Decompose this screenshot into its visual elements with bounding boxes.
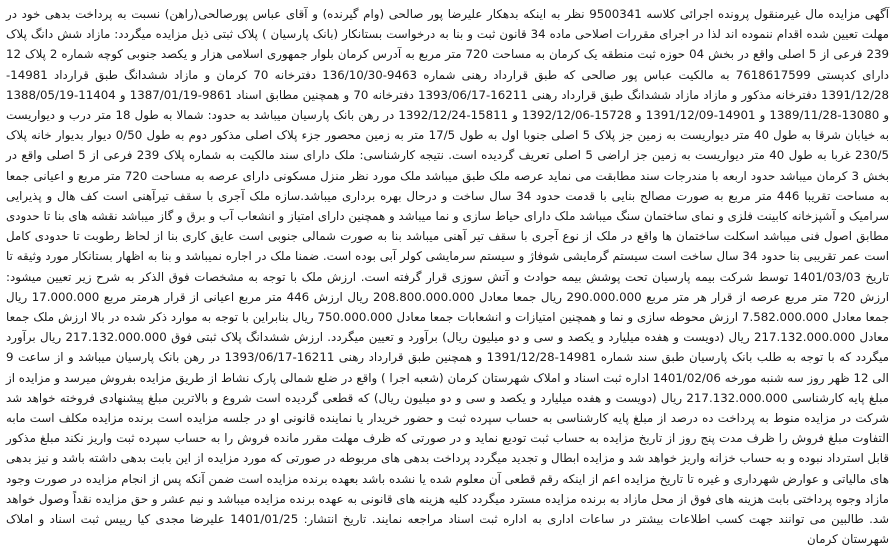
- notice-body-text: آگهی مزایده مال غیرمنقول پرونده اجرائی کلاسه 9500341 نظر به اینکه بدهکار علیرضا پور صالحی (وام گیرنده) و آقای عباس پورصالحی(راهن) نسبت به پرداخت بدهی خود در مهلت تعیین شده اقدام ننموده اند لذا در اجرای مقررات اصلاحی ماده 34 قانون ثبت و بنا به درخواست بستانکار (بانک پارسیان ) پلاک ثبتی ذیل مزایده میگردد: مازاد شش دانگ پلاک 239 فرعی از 5 اصلی واقع در بخش 04 حوزه ثبت منطقه یک کرمان به مساحت 720 متر مربع به آدرس کرمان بلوار جمهوری اسلامی هزار و یکصد جنوبی کوچه شماره 2 پلاک 12 دارای کدپستی 7618617599 به مالکیت عباس پور صالحی که طبق قرارداد رهنی شماره 9463-136/10/30 دفترخانه 70 کرمان و مازاد ششدانگ طبق قرارداد 14981-1391/12/28 دفترخانه مذکور و مازاد مازاد ششدانگ طبق قرارداد رهنی 16211-1393/06/17 دفترخانه 70 و همچنین مطابق اسناد 9861-1387/01/19 و 11404-1388/05/19 و 13080-1389/11/28 و 14901-1391/12/09 و 15728-1392/12/06 و 15811-1392/12/24 در رهن بانک پارسیان میباشد به حدود: شمالا به طول 18 متر درب و دیواریست به خیابان شرقا به طول 40 متر دیواریست به زمین جز پلاک 5 اصلی جنوبا اول به طول 17/5 متر به زمین محصور جزء پلاک اصلی مذکور دوم به طول 0/50 دیوار بدیوار خانه پلاک 230/5 غربا به طول 40 متر دیواریست به زمین جز اراضی 5 اصلی تعریف گردیده است. نتیجه کارشناسی: ملک دارای سند مالکیت به شماره پلاک 239 فرعی از 5 اصلی واقع در بخش 3 کرمان میباشد حدود اربعه با مندرجات سند مطابقت می نماید عرصه ملک طبق میباشد ملک مورد نظر منزل مسکونی دارای عرصه به مساحت 720 متر مربع و اعیانی جمعا به مساحت تقریبا 446 متر مربع به صورت مصالح بنایی با قدمت حدود 34 سال ساخت و درحال بهره برداری میباشد.سازه ملک آجری با سقف تیرآهنی است کف هال و پذیرایی سرامیک و آشپزخانه کابینت فلزی و نمای ساختمان سنگ میباشد ملک دارای حیاط سازی و نما میباشد و همچنین دارای امتیاز و انشعاب آب و برق و گاز میباشد نقشه های بنا تا حدودی مطابق اصول فنی میباشد اسکلت ساختمان ها واقع در ملک از نوع آجری با سقف تیر آهنی میباشد بنا به صورت شمالی جنوبی است عایق کاری بنا از لحاظ رطوبت تا حدودی کامل است عمر تقریبی بنا حدود 34 سال ساخت است سیستم گرمایشی شوفاژ و سیستم سرمایشی کولر آبی بوده است. ضمنا ملک در اجاره نمیباشد و بنا به اظهار بستانکار مورد وثیقه تا تاریخ 1401/03/03 توسط شرکت بیمه پارسیان تحت پوشش بیمه حوادث و آتش سوزی قرار گرفته است. ارزش ملک با توجه به مشخصات فوق الذکر به شرح زیر تعیین میشود: ارزش 720 متر مربع عرصه از قرار هر متر مربع 290.000.000 ریال جمعا معادل 208.800.000.000 ریال ارزش 446 متر مربع اعیانی از قرار هرمتر مربع 17.000.000 ریال جمعا معادل 7.582.000.000 ارزش محوطه سازی و نما و همچنین امتیازات و انشعابات جمعا معادل 750.000.000 ریال بنابراین با توجه به موارد ذکر شده در بالا ارزش ملک جمعا معادل 217.132.000.000 ریال (دویست و هفده میلیارد و یکصد و سی و دو میلیون ریال) برآورد و تعیین میگردد. ارزش ششدانگ پلاک ثبتی فوق 217.132.000.000 ریال برآورد میگردد که با توجه به طلب بانک پارسیان طبق سند شماره 14981-1391/12/28 و همچنین طبق قرارداد رهنی 16211-1393/06/17 در رهن بانک پارسیان میباشد و از ساعت 9 الی 12 ظهر روز سه شنبه مورخه 1401/02/06 اداره ثبت اسناد و املاک شهرستان کرمان (شعبه اجرا ) واقع در ضلع شمالی پارک نشاط از طریق مزایده بفروش میرسد و مزایده از مبلغ پایه کارشناسی 217.132.000.000 ریال (دویست و هفده میلیارد و یکصد و سی و دو میلیون ریال) که قطعی گردیده است شروع و بالاترین مبلغ پیشنهادی فروخته خواهد شد شرکت در مزایده منوط به پرداخت ده درصد از مبلغ پایه کارشناسی به حساب سپرده ثبت و حضور خریدار یا نماینده قانونی او در جلسه مزایده است برنده مزایده مکلف است مابه التفاوت مبلغ فروش را ظرف مدت پنج روز از تاریخ مزایده به حساب ثبت تودیع نماید و در صورتی که ظرف مهلت مقرر مانده فروش را به حساب سپرده ثبت واریز نکند مبلغ مذکور قابل استرداد نبوده و به حساب خزانه واریز خواهد شد و مزایده ابطال و تجدید میگردد پرداخت بدهی های مربوطه در صورتی که مورد مزایده از این بابت بدهی داشته باشد و نیز بدهی های مالیاتی و عوارض شهرداری و غیره تا تاریخ مزایده اعم از اینکه رقم قطعی آن معلوم شده یا نشده باشد بعهده برنده مزایده است ضمن آنکه پس از انجام مزایده در صورت وجود مازاد وجوه پرداختی بابت هزینه های فوق از محل مازاد به برنده مزایده مسترد میگردد کلیه هزینه های قانونی به عهده برنده مزایده میباشد و نیم عشر و حق مزایده نقداً وصول خواهد شد. طالبین می توانند جهت کسب اطلاعات بیشتر در ساعات اداری به اداره ثبت اسناد مراجعه نمایند. تاریخ انتشار: 1401/01/25 علیرضا مجدی کیا رییس ثبت اسناد و املاک شهرستان کرمان: [6, 7, 890, 547]
